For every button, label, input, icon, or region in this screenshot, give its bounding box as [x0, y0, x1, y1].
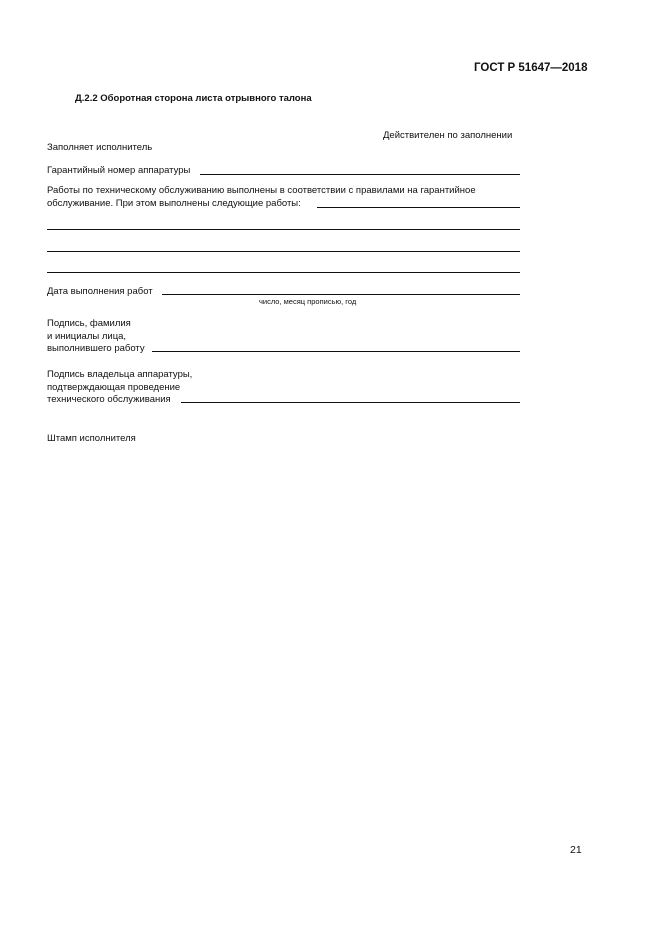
date-label: Дата выполнения работ	[47, 286, 153, 297]
owner-label-line-2: подтверждающая проведение	[47, 382, 181, 393]
works-text-line-2: обслуживание. При этом выполнены следующие работы:	[47, 198, 301, 209]
works-field-line-3[interactable]	[47, 272, 520, 273]
stamp-label: Штамп исполнителя	[47, 433, 136, 444]
works-field-line-1[interactable]	[47, 229, 520, 230]
performer-label-line-3: выполнившего работу	[47, 343, 145, 354]
standard-number: ГОСТ Р 51647—2018	[474, 62, 588, 74]
works-field-inline[interactable]	[317, 207, 520, 208]
warranty-number-field[interactable]	[200, 174, 520, 175]
owner-signature-field[interactable]	[181, 402, 520, 403]
works-text-line-1: Работы по техническому обслуживанию выполнены в соответствии с правилами на гарантийное	[47, 185, 476, 196]
works-field-line-2[interactable]	[47, 251, 520, 252]
section-title: Д.2.2 Оборотная сторона листа отрывного талона	[75, 93, 312, 104]
filled-by-label: Заполняет исполнитель	[47, 142, 153, 153]
date-hint: число, месяц прописью, год	[259, 297, 357, 306]
validity-note: Действителен по заполнении	[383, 130, 513, 141]
page-number: 21	[570, 844, 582, 856]
owner-label-line-3: технического обслуживания	[47, 394, 171, 405]
performer-label-line-1: Подпись, фамилия	[47, 318, 131, 329]
date-field[interactable]	[162, 294, 520, 295]
warranty-number-label: Гарантийный номер аппаратуры	[47, 165, 191, 176]
owner-label-line-1: Подпись владельца аппаратуры,	[47, 369, 193, 380]
performer-signature-field[interactable]	[152, 351, 520, 352]
performer-label-line-2: и инициалы лица,	[47, 331, 127, 342]
